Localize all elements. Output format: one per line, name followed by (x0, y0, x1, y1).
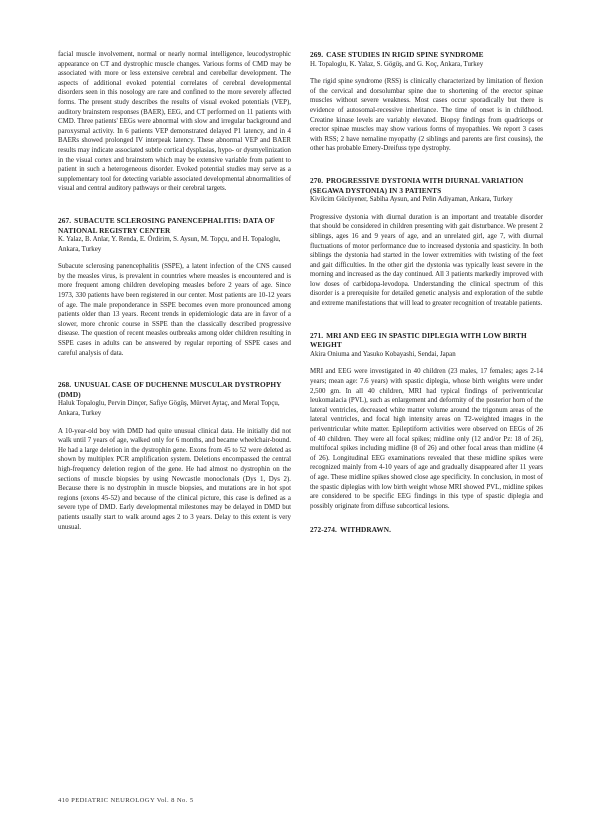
abstract-body: Subacute sclerosing panencephalitis (SSPE), a latent infection of the CNS caused by the measles virus, is prevalent in countries where measles is encountered and is more frequent among children developing measles before 2 years of age. Since 1973, 330 patients have been registered in our center. Most patients are 10-12 years of age. The male preponderance in SSPE becomes even more pronounced among patients older than 13 years. Recent trends in epidemiologic data are in favor of a slower, more chronic course in SSPE than the classically described progressive disease. The question of recent measles outbreaks among older children resulting in SSPE cases in adults can be answered by regular reporting of SSPE cases and careful analysis of data. (58, 263, 291, 357)
abstract-title: CASE STUDIES IN RIGID SPINE SYNDROME (326, 50, 484, 59)
abstract-title: MRI AND EEG IN SPASTIC DIPLEGIA WITH LOW BIRTH WEIGHT (310, 330, 527, 350)
abstract-269 (310, 50, 543, 154)
abstract-heading (58, 380, 291, 399)
abstract-authors: Haluk Topaloglu, Pervin Dinçer, Safiye Gögüş, Mürvet Aytaç, and Meral Topçu, Ankara, Turkey (58, 400, 280, 417)
abstract-270 (310, 176, 543, 309)
withdrawn-heading (310, 525, 543, 535)
abstract-body: The rigid spine syndrome (RSS) is clinically characterized by limitation of flexion of the cervical and dorsolumbar spine due to shortening of the erector spinae muscles without severe weakness. Most cases occur sporadically but there is evidence of autosomal-recessive inheritance. The time of onset is in childhood. Creatine kinase levels are variably elevated. Biopsy findings from quadriceps or erector spinae muscles may show various forms of myopathies. We report 3 cases with RSS; 2 have nemaline myopathy (2 siblings and parents are first cousins), the other has probable Emery-Dreifuss type dystrophy. (310, 78, 543, 153)
abstract-heading (58, 216, 291, 235)
abstract-authors: H. Topaloglu, K. Yalaz, S. Gögüş, and G. Koç, Ankara, Turkey (310, 60, 484, 68)
abstract-body: A 10-year-old boy with DMD had quite unusual clinical data. He initially did not walk until 7 years of age, walked only for 6 months, and became wheelchair-bound. He had a large deletion in the dystrophin gene. Exons from 45 to 52 were deleted as shown by multiplex PCR amplification system. Deletions encompassed the central high-frequency deletion region of the gene. He had almost no dystrophin on the sections of muscle biopsies by using Newcastle monoclonals (Dys 1, Dys 2). Because there is no dystrophin in muscle biopsies, and mutations are in hot spot regions (exons 45-52) and because of the clinical picture, this case is defined as a severe type of DMD. Early developmental milestones may be delayed in DMD but patients usually start to walk around ages 2 to 3 years. Delay to this extent is very unusual. (58, 427, 291, 531)
abstract-number: 270. (310, 175, 324, 185)
abstract-body: Progressive dystonia with diurnal duration is an important and treatable disorder that should be considered in children presenting with gait disturbance. We present 2 siblings, ages 16 and 9 years of age, and an unrelated girl, age 7, with diurnal fluctuations of motor performance due to increased dystonia and spasticity. In both siblings the dystonia had started in the lower extremities with twisting of the feet and gait difficulties. In the other girl the dystonia was typically least severe in the morning and increased as the day continued. All 3 patients markedly improved with low doses of carbidopa-levodopa. Understanding the clinical spectrum of this disorder is a prerequisite for detailed genetic analysis and exploration of the subtle and extreme manifestations that will lead to greater recognition of treatable patients. (310, 213, 543, 308)
abstract-271 (310, 331, 543, 512)
abstract-heading (310, 331, 543, 350)
abstract-272-274 (310, 525, 543, 535)
abstract-authors: K. Yalaz, B. Anlar, Y. Renda, E. Ördirim, S. Aysun, M. Topçu, and H. Topaloglu, Ankara, Turkey (58, 236, 281, 253)
abstract-title: PROGRESSIVE DYSTONIA WITH DIURNAL VARIATION (SEGAWA DYSTONIA) IN 3 PATIENTS (310, 175, 524, 195)
abstract-heading (310, 176, 543, 195)
abstract-authors: Kivilcim Gücüyener, Sabiha Aysun, and Pelin Adiyaman, Ankara, Turkey (310, 196, 513, 204)
abstract-number: 269. (310, 50, 324, 59)
abstract-title: UNUSUAL CASE OF DUCHENNE MUSCULAR DYSTROPHY (DMD) (58, 380, 282, 399)
withdrawn-number: 272-274. (310, 525, 337, 535)
page-footer: 410 PEDIATRIC NEUROLOGY Vol. 8 No. 5 (58, 797, 194, 804)
abstract-number: 267. (58, 215, 72, 225)
abstract-number: 268. (58, 380, 72, 390)
withdrawn-label: WITHDRAWN. (339, 525, 392, 535)
abstract-267 (58, 216, 291, 358)
continuation-paragraph: facial muscle involvement, normal or nearly normal intelligence, leucodystrophic appearance on CT and dystrophic muscle changes. Various forms of CMD may be associated with more or less extensive cerebral and cerebellar development. The aspects of additional evoked potential correlates of cerebral developmental disorders seen in this nosology are rare and confined to the more severely affected forms. The present study describes the results of visual evoked potentials (VEP), auditory brainstem responses (BAER), EEG, and CT performed on 11 patients with CMD. Three patients' EEGs were abnormal with slow and irregular background and paroxysmal activity. In 6 patients VEP demonstrated delayed P1 latency, and in 4 BAERs showed prolonged IV interpeak latency. These abnormal VEP and BAER results may indicate associated subtle cortical dysplasias, hypo- or dysmyelinization in the visual cortex and brainstem which may be extensive variable from patient to patient in such a heterogeneous disorder. Evoked potential studies may serve as a supplementary tool for detecting variable associated developmental abnormalities of visual and central auditory pathways or their cerebral targets. (58, 51, 291, 193)
right-column (310, 50, 543, 535)
abstract-body: MRI and EEG were investigated in 40 children (23 males, 17 females; ages 2-14 years; mean age: 7.6 years) with spastic diplegia, whose birth weights were under 2,500 gm. In all 40 children, MRI had typical findings of periventricular leukomalacia (PVL), such as enlargement and deformity of the posterior horn of the lateral ventricles, decreased white matter volume around the trigonum areas of the lateral ventricles, and focal high intensity areas on T2-weighted images in the periventricular white matter. Epileptiform activities were observed on EEGs of 26 of 40 children. They were all focal spikes; midline only (12 and/or Pz: 18 of 26), multifocal spikes including midline (8 of 26) and other focal areas than midline (4 of 26). Longitudinal EEG examinations revealed that these midline spikes were recognized mainly from 4-10 years of age and gradually disappeared after 11 years of age. These midline spikes showed close age specificity. In conclusion, in most of the spastic diplegias with low birth weight whose MRI showed PVL, midline spikes are considered to be specific EEG findings in this type of spastic diplegia and possibly originate from diffuse subcortical lesions. (310, 368, 543, 510)
left-column (58, 50, 291, 532)
abstract-authors: Akira Oniuma and Yasuko Kobayashi, Sendai, Japan (310, 350, 456, 358)
abstract-number: 271. (310, 330, 324, 340)
abstract-heading (310, 50, 543, 60)
abstract-title: SUBACUTE SCLEROSING PANENCEPHALITIS: DATA OF NATIONAL REGISTRY CENTER (58, 215, 275, 235)
abstract-268 (58, 380, 291, 532)
